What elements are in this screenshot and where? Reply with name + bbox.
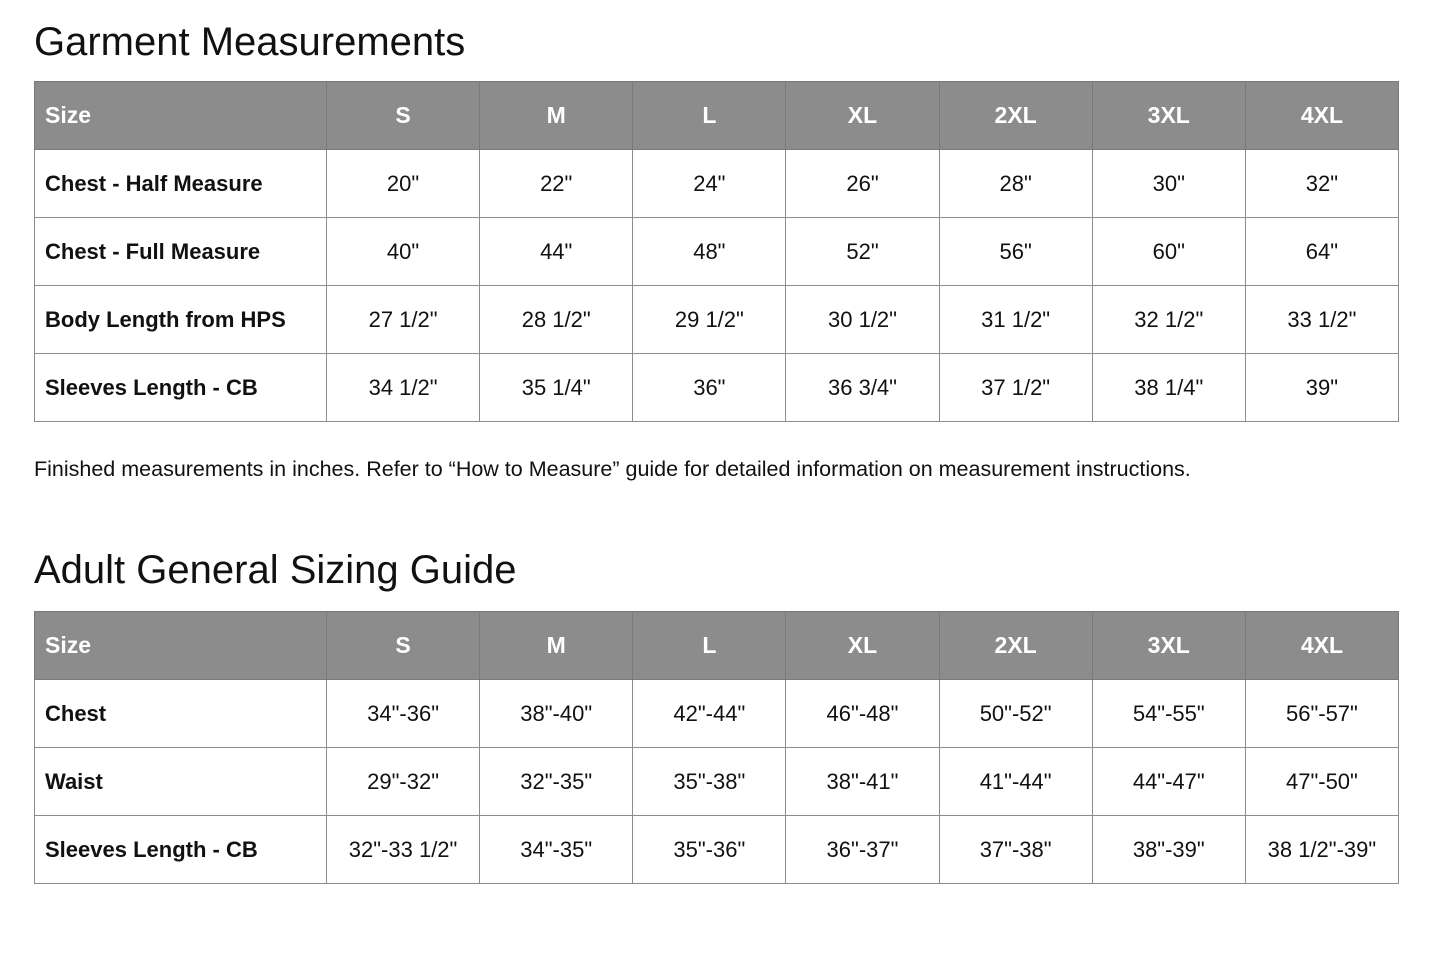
size-header-xl: XL xyxy=(786,612,939,680)
table-row xyxy=(35,816,1399,884)
table-cell: 36"-37" xyxy=(786,816,939,884)
table-row xyxy=(35,286,1399,354)
size-header: Size xyxy=(35,612,327,680)
table-cell: 48" xyxy=(633,218,786,286)
row-label: Chest xyxy=(35,680,327,748)
garment-measurements-title: Garment Measurements xyxy=(34,20,466,64)
table-cell: 46"-48" xyxy=(786,680,939,748)
size-header-s: S xyxy=(327,612,480,680)
size-header-s: S xyxy=(327,82,480,150)
table-cell: 56" xyxy=(939,218,1092,286)
garment-measurements-table xyxy=(34,81,1399,422)
table-cell: 36" xyxy=(633,354,786,422)
table-cell: 31 1/2" xyxy=(939,286,1092,354)
row-label: Sleeves Length - CB xyxy=(35,816,327,884)
table-cell: 38 1/4" xyxy=(1092,354,1245,422)
table-cell: 37"-38" xyxy=(939,816,1092,884)
table-cell: 47"-50" xyxy=(1245,748,1398,816)
table-cell: 50"-52" xyxy=(939,680,1092,748)
row-label: Waist xyxy=(35,748,327,816)
table-cell: 36 3/4" xyxy=(786,354,939,422)
table-header-row xyxy=(35,82,1399,150)
table-cell: 35"-38" xyxy=(633,748,786,816)
size-header-m: M xyxy=(480,82,633,150)
size-header-3xl: 3XL xyxy=(1092,612,1245,680)
size-header-2xl: 2XL xyxy=(939,82,1092,150)
table-cell: 56"-57" xyxy=(1245,680,1398,748)
row-label: Body Length from HPS xyxy=(35,286,327,354)
size-header-m: M xyxy=(480,612,633,680)
table-cell: 32 1/2" xyxy=(1092,286,1245,354)
table-cell: 38"-39" xyxy=(1092,816,1245,884)
table-cell: 27 1/2" xyxy=(327,286,480,354)
table-cell: 38"-40" xyxy=(480,680,633,748)
size-header-2xl: 2XL xyxy=(939,612,1092,680)
table-cell: 37 1/2" xyxy=(939,354,1092,422)
table-cell: 22" xyxy=(480,150,633,218)
table-cell: 32" xyxy=(1245,150,1398,218)
table-cell: 28 1/2" xyxy=(480,286,633,354)
row-label: Sleeves Length - CB xyxy=(35,354,327,422)
size-header-3xl: 3XL xyxy=(1092,82,1245,150)
table-cell: 29 1/2" xyxy=(633,286,786,354)
table-cell: 35 1/4" xyxy=(480,354,633,422)
table-cell: 52" xyxy=(786,218,939,286)
size-header: Size xyxy=(35,82,327,150)
row-label: Chest - Full Measure xyxy=(35,218,327,286)
table-cell: 30" xyxy=(1092,150,1245,218)
table-cell: 39" xyxy=(1245,354,1398,422)
table-cell: 34"-35" xyxy=(480,816,633,884)
table-cell: 38 1/2"-39" xyxy=(1245,816,1398,884)
table-cell: 20" xyxy=(327,150,480,218)
row-label: Chest - Half Measure xyxy=(35,150,327,218)
table-cell: 44"-47" xyxy=(1092,748,1245,816)
table-cell: 41"-44" xyxy=(939,748,1092,816)
table-cell: 54"-55" xyxy=(1092,680,1245,748)
size-header-xl: XL xyxy=(786,82,939,150)
table-cell: 32"-33 1/2" xyxy=(327,816,480,884)
table-cell: 40" xyxy=(327,218,480,286)
table-cell: 24" xyxy=(633,150,786,218)
table-cell: 42"-44" xyxy=(633,680,786,748)
table-row xyxy=(35,748,1399,816)
table-cell: 44" xyxy=(480,218,633,286)
table-cell: 33 1/2" xyxy=(1245,286,1398,354)
size-header-4xl: 4XL xyxy=(1245,82,1398,150)
table-cell: 30 1/2" xyxy=(786,286,939,354)
table-cell: 32"-35" xyxy=(480,748,633,816)
size-header-4xl: 4XL xyxy=(1245,612,1398,680)
table-cell: 34"-36" xyxy=(327,680,480,748)
adult-sizing-guide-table xyxy=(34,611,1399,884)
table-row xyxy=(35,218,1399,286)
adult-sizing-guide-title: Adult General Sizing Guide xyxy=(34,548,517,592)
table-cell: 28" xyxy=(939,150,1092,218)
size-header-l: L xyxy=(633,612,786,680)
table-cell: 34 1/2" xyxy=(327,354,480,422)
table-cell: 35"-36" xyxy=(633,816,786,884)
table-header-row xyxy=(35,612,1399,680)
table-cell: 64" xyxy=(1245,218,1398,286)
measurement-note: Finished measurements in inches. Refer to “How to Measure” guide for detailed information on measurement instructions. xyxy=(34,457,1191,481)
size-header-l: L xyxy=(633,82,786,150)
table-cell: 29"-32" xyxy=(327,748,480,816)
table-row xyxy=(35,680,1399,748)
table-cell: 26" xyxy=(786,150,939,218)
table-cell: 38"-41" xyxy=(786,748,939,816)
table-row xyxy=(35,150,1399,218)
table-row xyxy=(35,354,1399,422)
table-cell: 60" xyxy=(1092,218,1245,286)
